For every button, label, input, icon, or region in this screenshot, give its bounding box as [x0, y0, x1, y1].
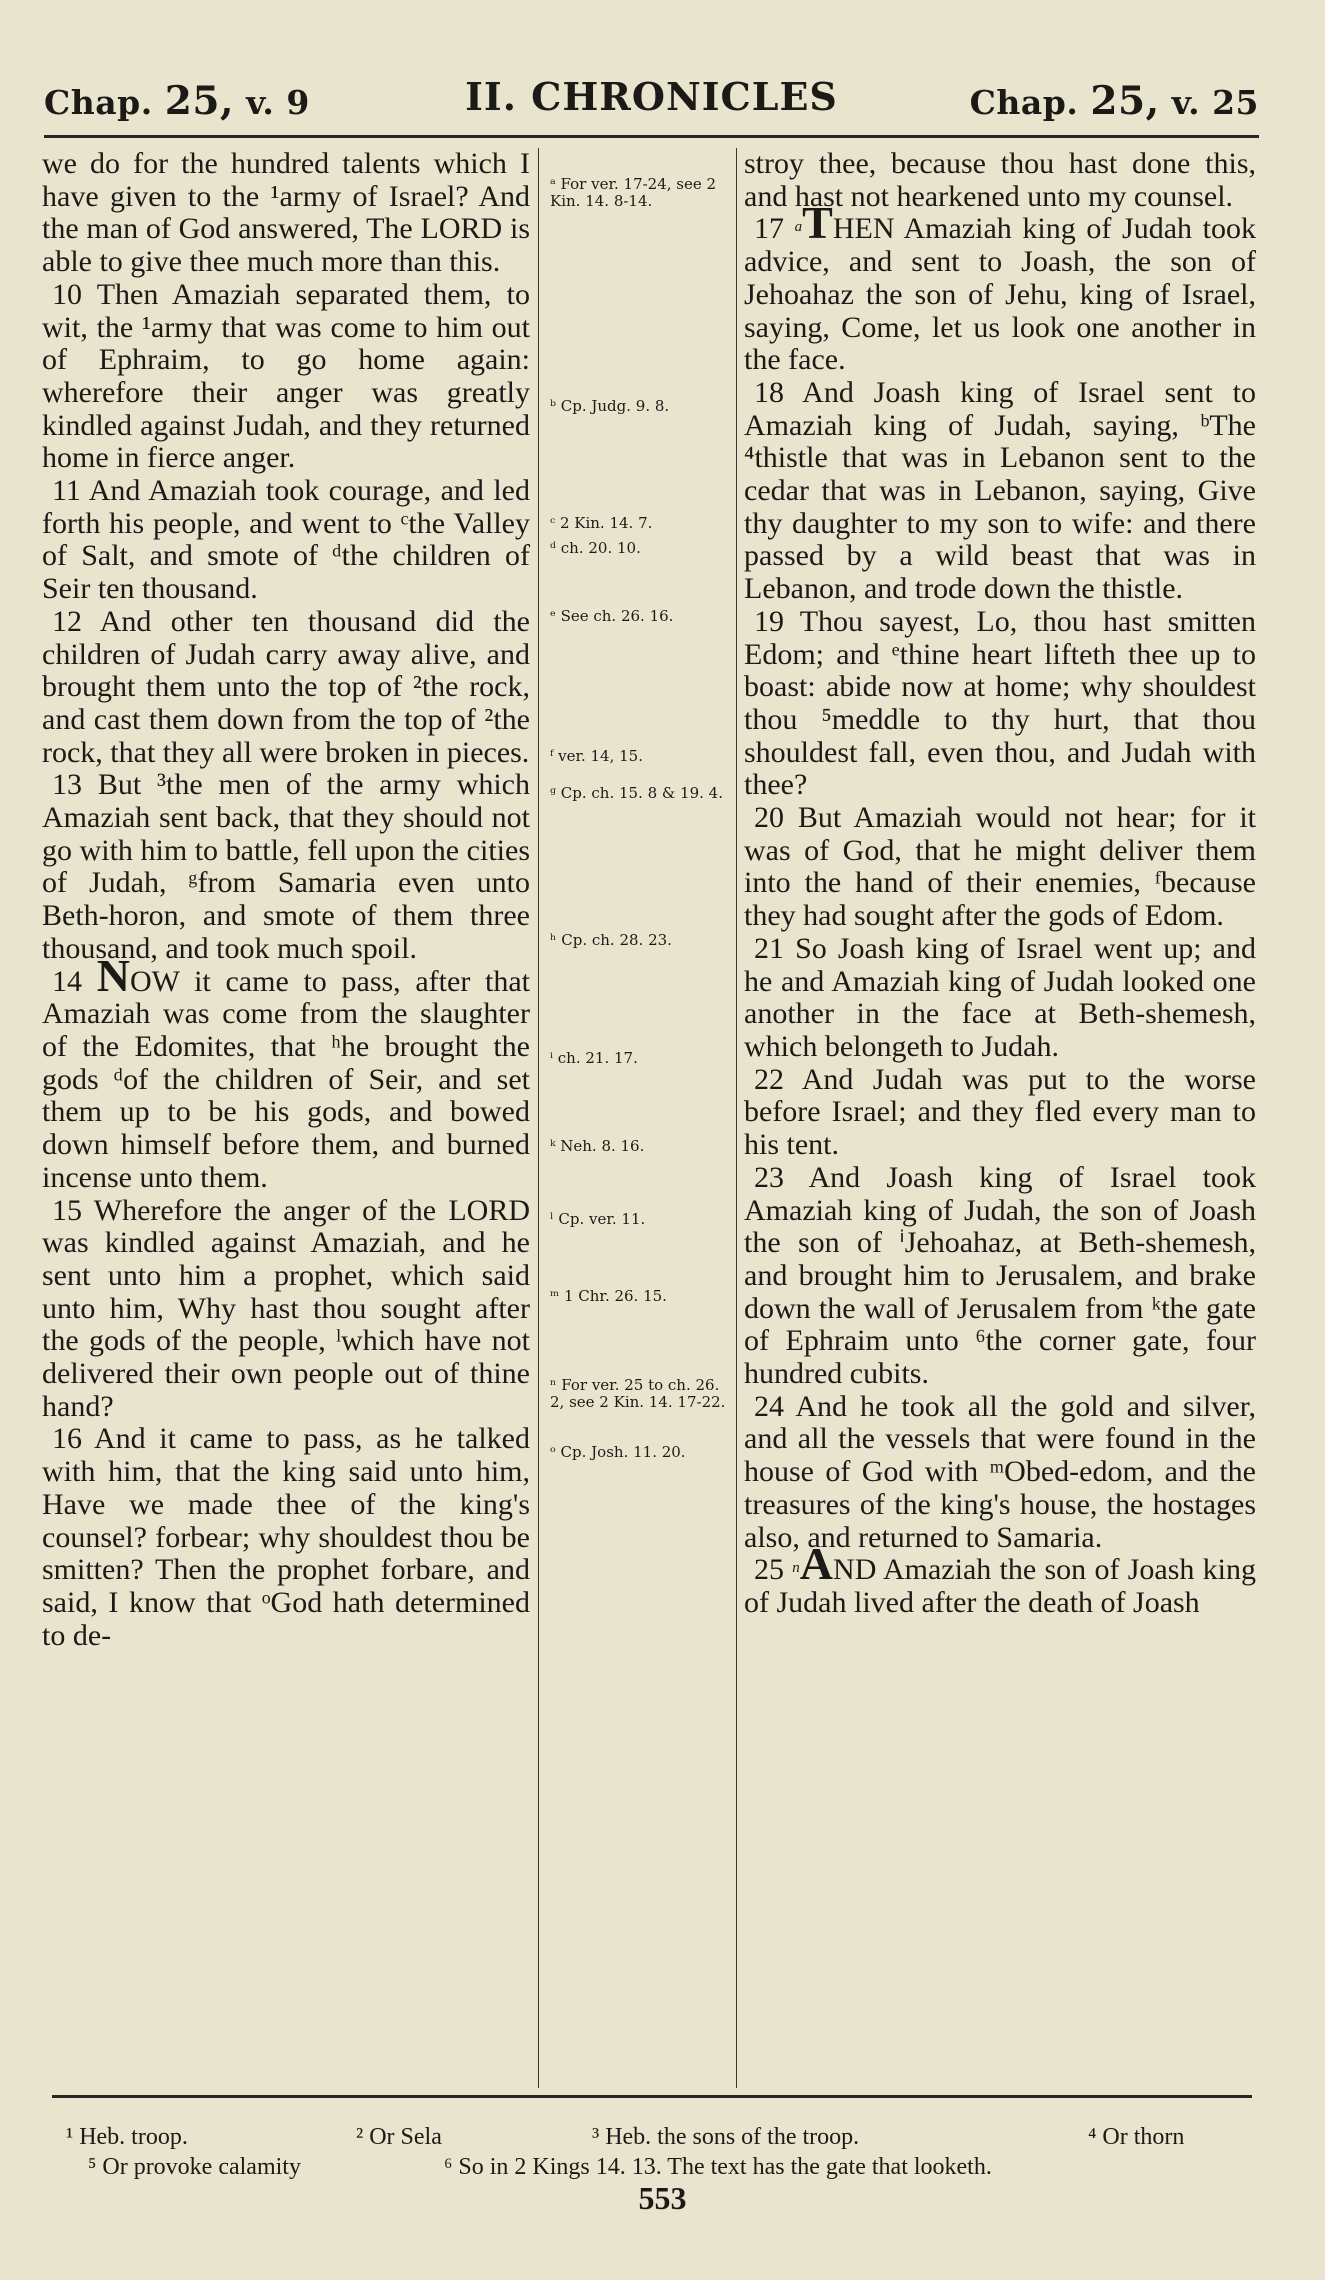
margin-reference: ᵈ ch. 20. 10.: [550, 539, 641, 557]
margin-reference: ⁱ ch. 21. 17.: [550, 1049, 638, 1067]
verse-text: And other ten thousand did the children of Judah carry away alive, and brought them unto the top of ²the rock, and cast them down from the top of ²the rock, that they all were broken in pieces.: [42, 604, 530, 769]
verse: [744, 1064, 1256, 1162]
margin-reference: ᵍ Cp. ch. 15. 8 & 19. 4.: [550, 784, 723, 802]
running-head-right: [970, 78, 1259, 124]
footnote-2: ² Or Sela: [356, 2124, 442, 2150]
verse-text: And Judah was put to the worse before Israel; and they fled every man to his tent.: [744, 1062, 1256, 1162]
verse: [744, 1162, 1256, 1391]
margin-reference: ᵇ Cp. Judg. 9. 8.: [550, 397, 670, 415]
verse: [744, 197, 1257, 377]
verse-text: HEN Amaziah king of Judah took advice, and sent to Joash, the son of Jehoahaz the son of Jehu, king of Israel, saying, Come, let us look one another in the face.: [744, 212, 1257, 377]
verse-text: And Joash king of Israel took Amaziah king of Judah, the son of Joash the son of ⁱJehoahaz, at Beth-shemesh, and brought him to Jerusalem, and brake down the wall of Jerusalem from ᵏthe gate of Ephraim unto ⁶the corner gate, four hundred cubits.: [744, 1160, 1256, 1391]
verse-text: stroy thee, because thou hast done this, and hast not hearkened unto my counsel.: [744, 147, 1256, 213]
verse-number: 20: [754, 801, 798, 835]
verse-text: So Joash king of Israel went up; and he and Amaziah king of Judah looked one another in the face at Beth-shemesh, which belongeth to Judah.: [744, 931, 1256, 1063]
margin-reference: ᵏ Neh. 8. 16.: [550, 1137, 645, 1155]
chapter-prefix-right: Chap.: [969, 83, 1079, 122]
verse-text: And Amaziah took courage, and led forth his people, and went to ᶜthe Valley of Salt, and smote of ᵈthe children of Seir ten thousand.: [42, 474, 530, 606]
verse-label-left: v. 9: [246, 83, 310, 122]
verse: [42, 949, 531, 1195]
running-head: [44, 72, 1259, 130]
verse-text: OW it came to pass, after that Amaziah was come from the slaughter of the Edomites, that ʰhe brought the gods ᵈof the children of Seir, and set them up to be his gods, and bowed down himself before them, and burned incense unto them.: [42, 964, 531, 1194]
verse-text: Thou sayest, Lo, thou hast smitten Edom; and ᵉthine heart lifteth thee up to boast: abide now at home; why shouldest thou ⁵meddle to thy hurt, that thou shouldest fall, even thou, and Judah with thee?: [744, 604, 1256, 802]
verse-number: 19: [754, 604, 800, 638]
margin-reference: ᶠ ver. 14, 15.: [550, 747, 643, 765]
verse-number: 12: [52, 604, 100, 638]
footnote-1: ¹ Heb. troop.: [66, 2124, 188, 2150]
verse-number: 25: [754, 1553, 793, 1587]
verse-text: And Joash king of Israel sent to Amaziah king of Judah, saying, ᵇThe ⁴thistle that was in Lebanon sent to the cedar that was in Lebanon, saying, Give thy daughter to my son to wife: and there passed by a wild beast that was in Lebanon, and trode down the thistle.: [744, 375, 1256, 606]
verse: [42, 1195, 530, 1424]
verse-text: we do for the hundred talents which I have given to the ¹army of Israel? And the man of God answered, The LORD is able to give thee much more than this.: [42, 147, 530, 279]
margin-reference: ⁿ For ver. 25 to ch. 26. 2, see 2 Kin. 14. 17-22.: [550, 1376, 726, 1411]
chapter-number-right: 25,: [1090, 78, 1160, 124]
verse: [744, 377, 1256, 606]
verse: [744, 1538, 1257, 1619]
verse-text: But ³the men of the army which Amaziah sent back, that they should not go with him to battle, fell upon the cities of Judah, ᵍfrom Samaria even unto Beth-horon, and smote of them three thousand, and took much spoil.: [42, 768, 530, 965]
verse-number: 24: [754, 1389, 796, 1423]
footnote-5: ⁵ Or provoke calamity: [88, 2154, 301, 2180]
verse-text: And he took all the gold and silver, and all the vessels that were found in the house of God with ᵐObed-edom, and the treasures of the king's house, the hostages also, and returned to Samaria.: [744, 1389, 1256, 1554]
margin-reference: ʰ Cp. ch. 28. 23.: [550, 931, 672, 949]
header-rule: [44, 135, 1259, 138]
verse-text: But Amaziah would not hear; for it was of God, that he might deliver them into the hand of their enemies, ᶠbecause they had sought after the gods of Edom.: [744, 801, 1256, 933]
drop-cap: A: [799, 1538, 834, 1590]
verse-number: 18: [754, 375, 803, 409]
verse-number: 17: [754, 212, 795, 246]
verse-number: 16: [52, 1422, 94, 1456]
verse-number: 13: [52, 768, 98, 802]
footnotes: [60, 2122, 1260, 2182]
verse: [42, 1423, 530, 1652]
margin-reference: ᵒ Cp. Josh. 11. 20.: [550, 1443, 686, 1461]
drop-cap: T: [802, 197, 833, 249]
book-title: II. CHRONICLES: [465, 74, 838, 119]
verse-text: Then Amaziah separated them, to wit, the ¹army that was come to him out of Ephraim, to go home again: wherefore their anger was greatly kindled against Judah, and they returned home in fierce anger.: [42, 277, 530, 475]
chapter-prefix-left: Chap.: [44, 83, 153, 122]
footnote-rule: [52, 2095, 1252, 2098]
verse-label-right: v. 25: [1171, 83, 1259, 122]
column-divider-left: [538, 148, 539, 2088]
verse: [744, 933, 1256, 1064]
verse: [42, 769, 530, 965]
verse: [42, 475, 530, 606]
margin-reference: ᶜ 2 Kin. 14. 7.: [550, 514, 653, 532]
marginal-references: [546, 148, 732, 2088]
verse-text: ND Amaziah the son of Joash king of Judah lived after the death of Joash: [744, 1553, 1257, 1619]
verse: [744, 802, 1256, 933]
chapter-number-left: 25,: [164, 78, 235, 124]
margin-reference: ᵉ See ch. 26. 16.: [550, 607, 674, 625]
footnote-3: ³ Heb. the sons of the troop.: [592, 2124, 860, 2150]
verse: [744, 1391, 1256, 1555]
verse-number: 21: [754, 931, 796, 965]
margin-reference: ᵐ 1 Chr. 26. 15.: [550, 1287, 667, 1305]
footnote-row: [60, 2152, 1260, 2182]
margin-reference: ᵃ For ver. 17-24, see 2 Kin. 14. 8-14.: [550, 175, 717, 210]
right-text-column: [744, 148, 1256, 1620]
verse-number: 11: [52, 474, 89, 508]
footnote-4: ⁴ Or thorn: [1088, 2124, 1185, 2150]
verse-number: 22: [754, 1062, 802, 1096]
column-divider-right: [736, 148, 737, 2088]
reference-marker: a: [794, 219, 803, 236]
footnote-6: ⁶ So in 2 Kings 14. 13. The text has the gate that looketh.: [444, 2154, 992, 2180]
verse-text: Wherefore the anger of the LORD was kindled against Amaziah, and he sent unto him a prophet, which said unto him, Why hast thou sought after the gods of the people, ˡwhich have not delivered their own people out of thine hand?: [42, 1193, 530, 1423]
drop-cap: N: [96, 949, 130, 1001]
verse-text: And it came to pass, as he talked with him, that the king said unto him, Have we made thee of the king's counsel? forbear; why shouldest thou be smitten? Then the prophet forbare, and said, I know that ᵒGod hath determined to de-: [42, 1422, 530, 1652]
verse: [42, 279, 530, 475]
margin-reference: ˡ Cp. ver. 11.: [550, 1210, 646, 1228]
verse: [42, 148, 530, 279]
reference-marker: n: [792, 1560, 800, 1577]
verse-number: 14: [52, 964, 97, 998]
verse-number: 15: [52, 1193, 94, 1227]
page-number: 553: [638, 2180, 687, 2216]
verse: [42, 606, 530, 770]
verse: [744, 606, 1256, 802]
footnote-row: [60, 2122, 1260, 2152]
left-text-column: [42, 148, 530, 1652]
verse-number: 23: [754, 1160, 809, 1194]
verse-number: 10: [52, 277, 97, 311]
